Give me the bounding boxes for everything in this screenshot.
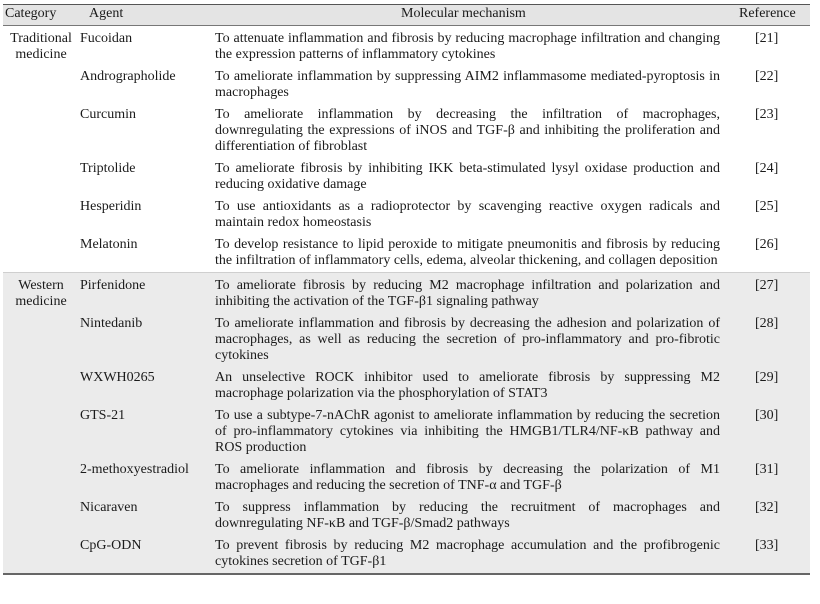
agent-name: GTS-21 <box>80 408 126 423</box>
agent-name: Melatonin <box>80 237 138 252</box>
mechanism-text: To prevent fibrosis by reducing M2 macrophage accumulation and the profibrogenic cytokines secretion of TGF-β1 <box>215 538 720 569</box>
reference-link[interactable]: [22] <box>755 69 779 84</box>
agent-name: Pirfenidone <box>80 278 146 293</box>
mechanism-text: To ameliorate inflammation and fibrosis by decreasing the adhesion and polarization of macrophages, as well as reducing the secretion of pro-inflammatory and pro-fibrotic cytokines <box>215 316 720 363</box>
agent-name: Andrographolide <box>80 69 176 84</box>
mechanism-text: To ameliorate inflammation by decreasing the infiltration of macrophages, downregulating the expressions of iNOS and TGF-β and inhibiting the proliferation and differentiation of fibroblast <box>215 107 720 154</box>
table-row <box>3 63 810 101</box>
reference-link[interactable]: [23] <box>755 107 779 122</box>
category-line: Traditional <box>10 31 72 46</box>
mechanism-text: To attenuate inflammation and fibrosis by reducing macrophage infiltration and changing the expression patterns of inflammatory cytokines <box>215 31 720 62</box>
mechanism-text: An unselective ROCK inhibitor used to ameliorate fibrosis by suppressing M2 macrophage polarization via the phosphorylation of STAT3 <box>215 370 720 401</box>
mechanism-text: To ameliorate inflammation by suppressing AIM2 inflammasome mediated-pyroptosis in macrophages <box>215 69 720 100</box>
table-header <box>3 4 810 26</box>
agent-name: Fucoidan <box>80 31 133 46</box>
table-row <box>3 456 810 494</box>
agent-name: WXWH0265 <box>80 370 155 385</box>
agent-name: CpG-ODN <box>80 538 142 553</box>
table-row <box>3 310 810 364</box>
mechanism-text: To develop resistance to lipid peroxide to mitigate pneumonitis and fibrosis by reducing the infiltration of inflammatory cells, edema, alveolar thickening, and collagen deposition <box>215 237 720 268</box>
agent-name: 2-methoxyestradiol <box>80 462 189 477</box>
header-agent: Agent <box>89 6 124 21</box>
agent-name: Triptolide <box>80 161 136 176</box>
table-bottom-rule <box>3 573 810 575</box>
category-line: medicine <box>15 47 67 62</box>
reference-link[interactable]: [26] <box>755 237 779 252</box>
mechanism-text: To ameliorate fibrosis by reducing M2 macrophage infiltration and polarization and inhibiting the activation of the TGF-β1 signaling pathway <box>215 278 720 309</box>
agent-name: Nicaraven <box>80 500 138 515</box>
table-row <box>3 494 810 532</box>
table-row <box>3 402 810 456</box>
reference-link[interactable]: [31] <box>755 462 779 477</box>
mechanism-text: To ameliorate inflammation and fibrosis by decreasing the polarization of M1 macrophages and reducing the secretion of TNF-α and TGF-β <box>215 462 720 493</box>
table-row <box>3 364 810 402</box>
mechanism-text: To use a subtype-7-nAChR agonist to ameliorate inflammation by reducing the secretion of pro-inflammatory cytokines via inhibiting the HMGB1/TLR4/NF-κB pathway and ROS production <box>215 408 720 455</box>
table-row <box>3 26 810 63</box>
reference-link[interactable]: [25] <box>755 199 779 214</box>
table-row <box>3 532 810 570</box>
header-category: Category <box>5 6 57 21</box>
table-row <box>3 155 810 193</box>
mechanism-table <box>3 4 810 575</box>
table-row <box>3 231 810 269</box>
agent-name: Hesperidin <box>80 199 142 214</box>
reference-link[interactable]: [29] <box>755 370 779 385</box>
reference-link[interactable]: [30] <box>755 408 779 423</box>
table-row <box>3 193 810 231</box>
group-western-medicine <box>3 272 810 575</box>
group-traditional-medicine <box>3 26 810 272</box>
reference-link[interactable]: [28] <box>755 316 779 331</box>
reference-link[interactable]: [27] <box>755 278 779 293</box>
category-line: medicine <box>15 294 67 309</box>
agent-name: Nintedanib <box>80 316 143 331</box>
mechanism-text: To use antioxidants as a radioprotector by scavenging reactive oxygen radicals and maintain redox homeostasis <box>215 199 720 230</box>
category-line: Western <box>18 278 64 293</box>
reference-link[interactable]: [32] <box>755 500 779 515</box>
table-row <box>3 101 810 155</box>
reference-link[interactable]: [33] <box>755 538 779 553</box>
reference-link[interactable]: [21] <box>755 31 779 46</box>
header-reference: Reference <box>739 6 796 21</box>
agent-name: Curcumin <box>80 107 136 122</box>
mechanism-text: To ameliorate fibrosis by inhibiting IKK beta-stimulated lysyl oxidase production and reducing oxidative damage <box>215 161 720 192</box>
reference-link[interactable]: [24] <box>755 161 779 176</box>
mechanism-text: To suppress inflammation by reducing the recruitment of macrophages and downregulating NF-κB and TGF-β/Smad2 pathways <box>215 500 720 531</box>
table-row <box>3 273 810 310</box>
header-mechanism: Molecular mechanism <box>401 6 526 21</box>
